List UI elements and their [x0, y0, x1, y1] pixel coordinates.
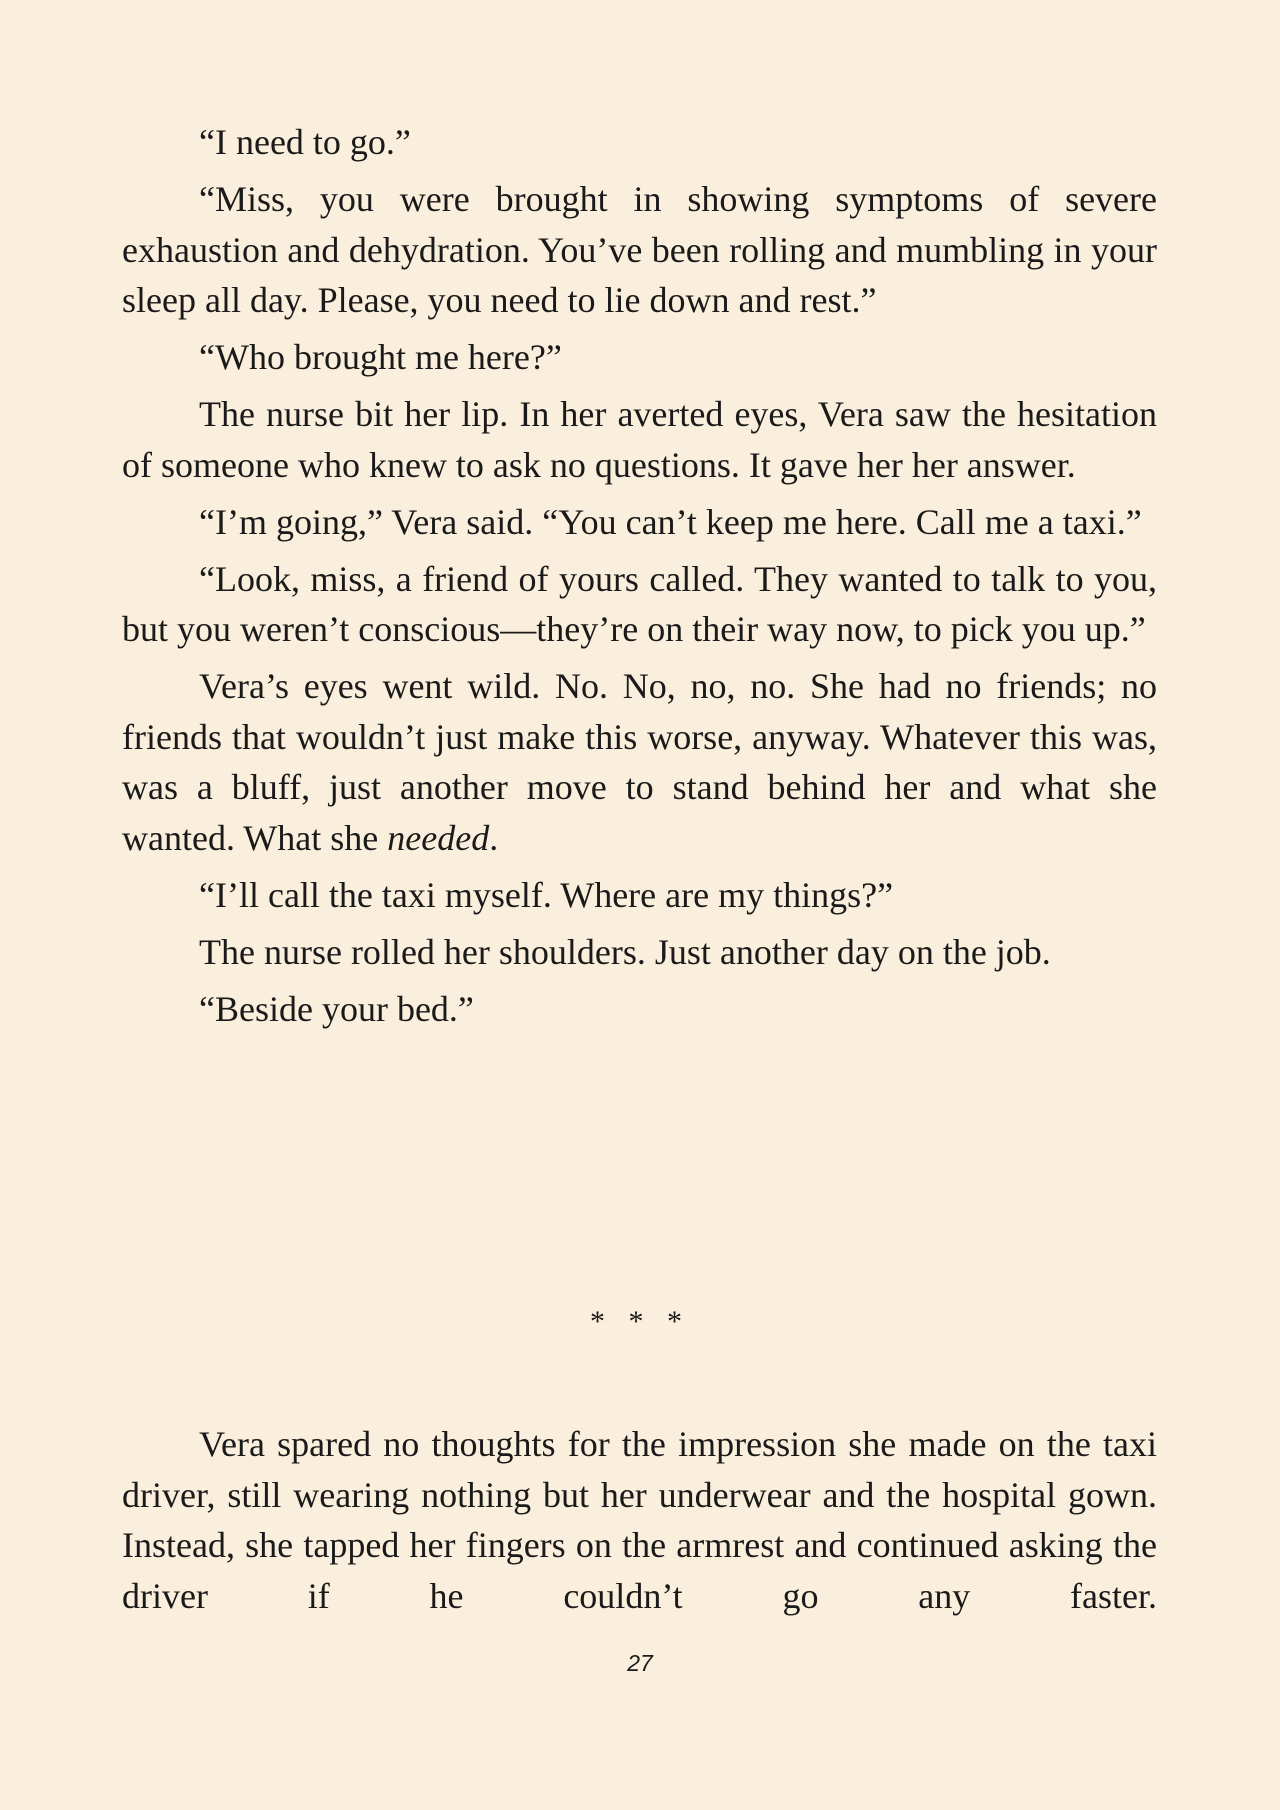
- paragraph: The nurse rolled her shoulders. Just another day on the job.: [199, 931, 1051, 972]
- paragraph: “I’ll call the taxi myself. Where are my things?”: [199, 874, 894, 915]
- paragraph-text: Vera’s eyes went wild. No. No, no, no. She had no friends; no friends that wouldn’t just make this worse, anyway. Whatever this was, was a bluff, just another move to stand behind her and what she wanted. What she: [122, 666, 1157, 858]
- paragraph: “Look, miss, a friend of yours called. They wanted to talk to you, but you weren’t conscious—they’re on their way now, to pick you up.”: [122, 558, 1157, 649]
- paragraph-text: .: [489, 817, 499, 858]
- paragraph: [122, 661, 1157, 863]
- paragraph: “Beside your bed.”: [199, 988, 474, 1029]
- page-body: [122, 117, 1157, 1041]
- paragraph: The nurse bit her lip. In her averted eyes, Vera saw the hesitation of someone who knew to ask no questions. It gave her her answer.: [122, 394, 1157, 485]
- page-number: 27: [627, 1650, 653, 1676]
- paragraph: “I’m going,” Vera said. “You can’t keep me here. Call me a taxi.”: [199, 501, 1142, 542]
- paragraph: Vera spared no thoughts for the impression she made on the taxi driver, still wearing nothing but her underwear and the hospital gown. Instead, she tapped her fingers on the armrest and continued asking the driver if he couldn’t go any faster.: [122, 1424, 1157, 1616]
- paragraph: “I need to go.”: [199, 122, 411, 162]
- paragraph: “Who brought me here?”: [199, 337, 562, 377]
- page-body-continuation: [122, 1419, 1157, 1628]
- emphasized-word: needed: [387, 817, 490, 858]
- scene-break: * * *: [590, 1305, 690, 1338]
- paragraph: “Miss, you were brought in showing symptoms of severe exhaustion and dehydration. You’ve been rolling and mumbling in your sleep all day. Please, you need to lie down and rest.”: [122, 179, 1157, 320]
